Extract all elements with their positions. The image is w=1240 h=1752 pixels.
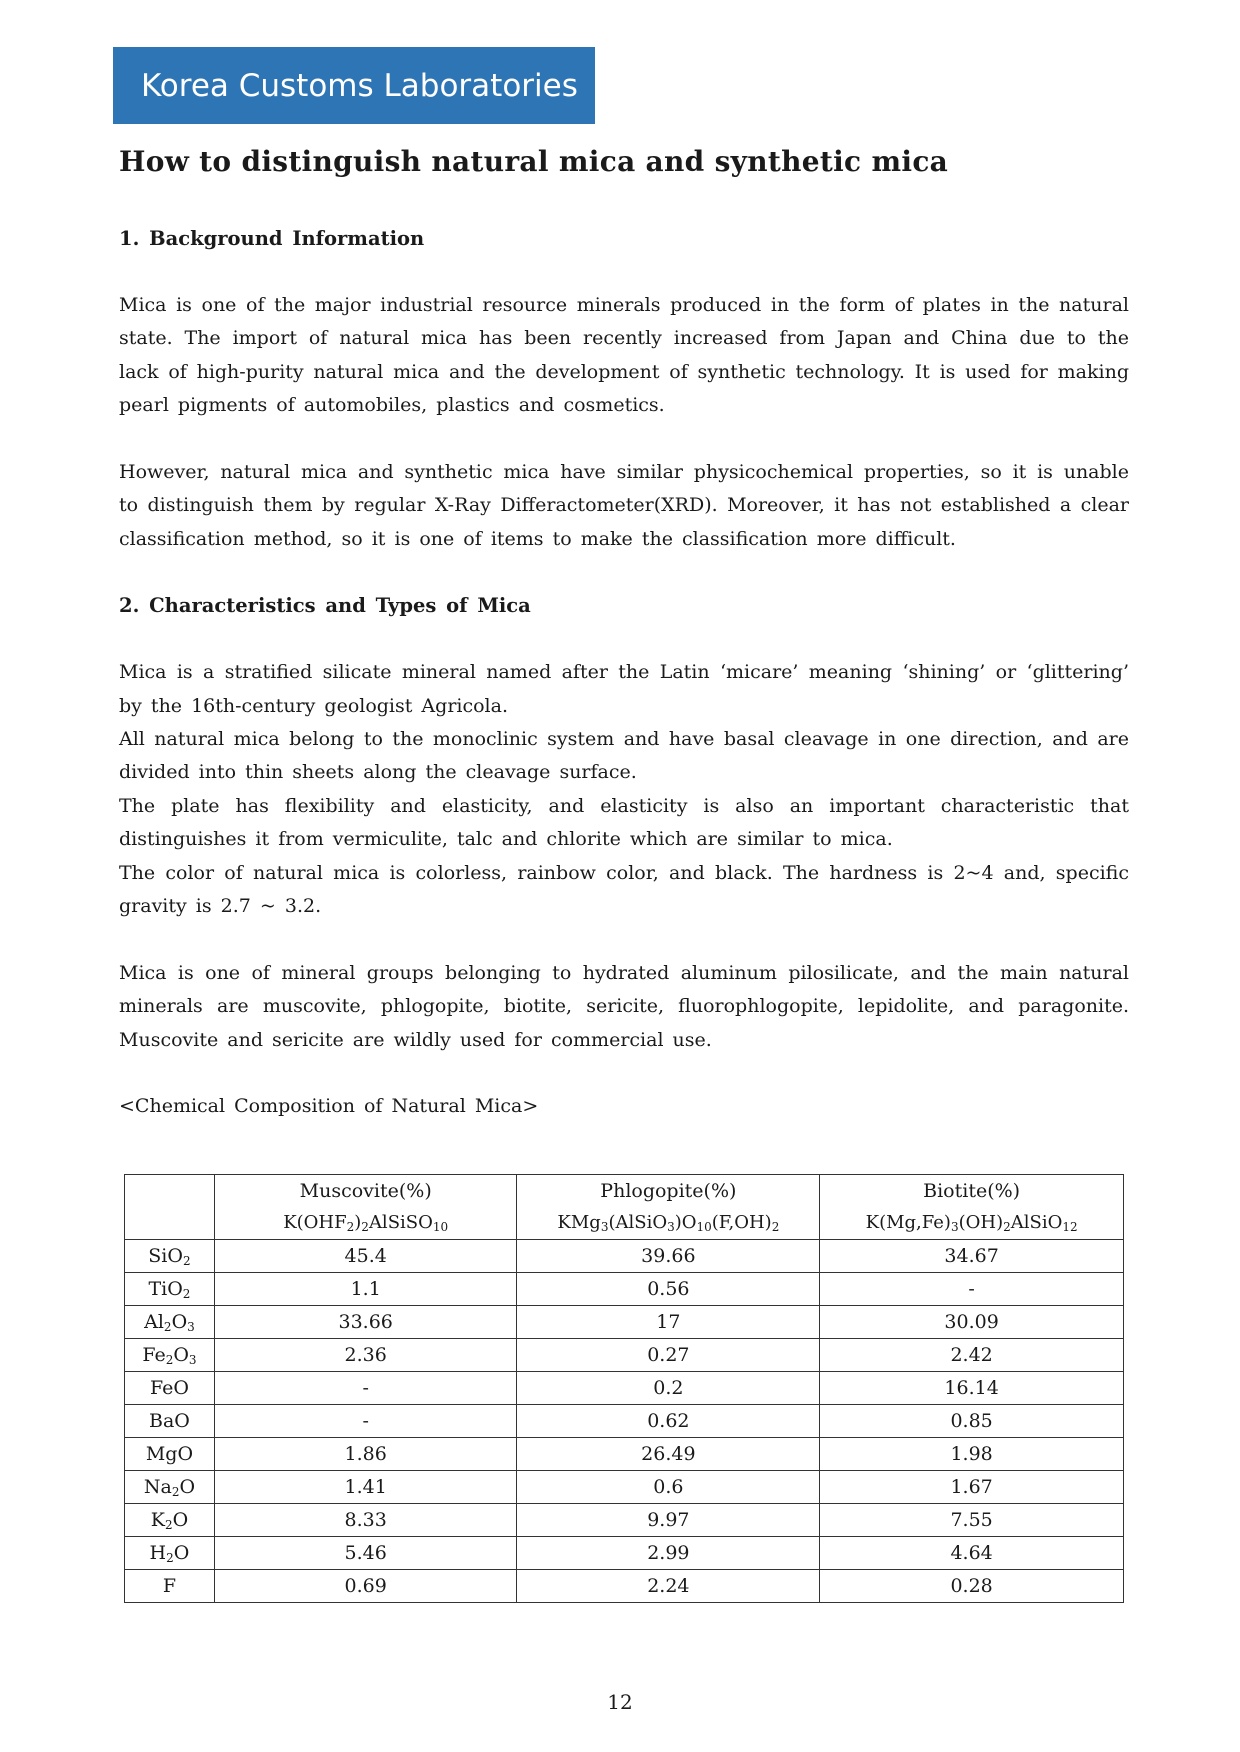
formula-text: )	[354, 1212, 362, 1233]
table-cell-value: 2.42	[820, 1339, 1124, 1372]
table-cell-value: 45.4	[214, 1240, 517, 1273]
table-row	[125, 1339, 1124, 1372]
row-label	[125, 1339, 215, 1372]
row-label	[125, 1240, 215, 1273]
table-cell-value: 1.1	[214, 1273, 517, 1306]
table-cell-value: 0.2	[517, 1372, 820, 1405]
formula-text: KMg	[557, 1212, 601, 1233]
table-row	[125, 1438, 1124, 1471]
table-cell-value: 0.85	[820, 1405, 1124, 1438]
formula-subscript: 2	[164, 1518, 173, 1532]
formula-subscript: 2	[1003, 1220, 1011, 1234]
table-row	[125, 1570, 1124, 1603]
document-body	[119, 222, 1129, 1124]
formula-text: TiO	[148, 1278, 183, 1300]
formula-text: O	[173, 1344, 189, 1366]
formula-subscript: 2	[182, 1254, 191, 1268]
table-cell-value: 34.67	[820, 1240, 1124, 1273]
row-label	[125, 1438, 215, 1471]
formula-text: K	[150, 1509, 165, 1531]
paragraph: However, natural mica and synthetic mica have similar physicochemical properties, so it is unable to distinguish them by regular X-Ray Differactometer(XRD). Moreover, it has not established a clear classification method, so it is one of items to make the classification more difficult.	[119, 460, 1129, 550]
table-cell-value: 5.46	[214, 1537, 517, 1570]
formula-text: BaO	[149, 1410, 190, 1432]
formula-text: AlSiSO	[368, 1212, 433, 1233]
table-cell-value: 0.69	[214, 1570, 517, 1603]
formula-subscript: 2	[163, 1320, 172, 1334]
section-heading: 1. Background Information	[119, 227, 425, 250]
row-label	[125, 1273, 215, 1306]
formula-subscript: 10	[696, 1220, 712, 1234]
formula-subscript: 3	[600, 1220, 609, 1234]
table-row	[125, 1372, 1124, 1405]
formula-text: K(OHF	[283, 1212, 347, 1233]
table-cell-value: 16.14	[820, 1372, 1124, 1405]
formula-text: SiO	[148, 1245, 183, 1267]
formula-subscript: 3	[188, 1353, 197, 1367]
table-cell-value: 1.86	[214, 1438, 517, 1471]
table-cell-value: -	[820, 1273, 1124, 1306]
table-header-row	[125, 1175, 1124, 1240]
table-cell-value: -	[214, 1372, 517, 1405]
table-cell-value: 0.56	[517, 1273, 820, 1306]
formula-text: (AlSiO	[608, 1212, 668, 1233]
formula-text: FeO	[149, 1377, 189, 1399]
table-caption: <Chemical Composition of Natural Mica>	[119, 1095, 539, 1118]
table-row	[125, 1273, 1124, 1306]
row-label	[125, 1405, 215, 1438]
row-label	[125, 1537, 215, 1570]
table-row	[125, 1504, 1124, 1537]
row-label	[125, 1372, 215, 1405]
formula-subscript: 3	[950, 1220, 959, 1234]
formula-subscript: 2	[165, 1353, 174, 1367]
table-cell-value: 9.97	[517, 1504, 820, 1537]
formula-subscript: 2	[346, 1220, 355, 1234]
formula-subscript: 2	[166, 1551, 174, 1565]
paragraph: Mica is one of mineral groups belonging to hydrated aluminum pilosilicate, and the main natural minerals are muscovite, phlogopite, biotite, sericite, fluorophlogopite, lepidolite, and paragonite. Muscovite and sericite are wildly used for commercial use.	[119, 961, 1129, 1051]
table-cell-value: 17	[517, 1306, 820, 1339]
table-cell-value: 1.41	[214, 1471, 517, 1504]
table-cell-value: 1.67	[820, 1471, 1124, 1504]
composition-table-body	[125, 1175, 1124, 1603]
table-cell-value: 33.66	[214, 1306, 517, 1339]
table-cell-value: 2.99	[517, 1537, 820, 1570]
table-cell-value: 0.28	[820, 1570, 1124, 1603]
table-cell-value: 39.66	[517, 1240, 820, 1273]
formula-text: O	[171, 1311, 188, 1333]
table-row	[125, 1306, 1124, 1339]
formula-text: O	[172, 1509, 189, 1531]
table-row	[125, 1405, 1124, 1438]
formula-text: )O	[674, 1212, 697, 1233]
formula-text: Na	[143, 1476, 172, 1498]
row-label	[125, 1306, 215, 1339]
formula-subscript: 2	[771, 1220, 780, 1234]
table-cell-value: 1.98	[820, 1438, 1124, 1471]
table-cell-value: 2.36	[214, 1339, 517, 1372]
table-cell-value: -	[214, 1405, 517, 1438]
column-formula	[215, 1207, 517, 1239]
paragraph: The color of natural mica is colorless, rainbow color, and black. The hardness is 2~4 and, specific gravity is 2.7 ~ 3.2.	[119, 861, 1129, 918]
document-title: How to distinguish natural mica and synthetic mica	[119, 145, 949, 178]
formula-text: Fe	[142, 1344, 166, 1366]
table-cell-value: 4.64	[820, 1537, 1124, 1570]
table-cell-value: 0.27	[517, 1339, 820, 1372]
formula-subscript: 3	[667, 1220, 675, 1234]
formula-text: AlSiO	[1010, 1212, 1063, 1233]
formula-text: F	[162, 1575, 177, 1597]
column-name: Biotite(%)	[923, 1180, 1021, 1202]
column-formula	[820, 1207, 1123, 1239]
column-name: Phlogopite(%)	[600, 1180, 737, 1202]
formula-text: (F,OH)	[711, 1212, 772, 1233]
table-corner-cell	[125, 1175, 215, 1240]
paragraph: All natural mica belong to the monoclinic system and have basal cleavage in one direction, and are divided into thin sheets along the cleavage surface.	[119, 728, 1129, 784]
page-number: 12	[607, 1690, 633, 1714]
composition-table	[124, 1174, 1124, 1603]
section-heading: 2. Characteristics and Types of Mica	[119, 594, 531, 618]
formula-text: H	[149, 1542, 167, 1564]
column-name: Muscovite(%)	[299, 1180, 432, 1202]
table-row	[125, 1471, 1124, 1504]
header-banner	[113, 47, 595, 124]
table-cell-value: 0.62	[517, 1405, 820, 1438]
banner-title: Korea Customs Laboratories	[141, 67, 578, 104]
table-cell-value: 30.09	[820, 1306, 1124, 1339]
formula-text: O	[173, 1542, 190, 1564]
formula-subscript: 10	[432, 1220, 449, 1234]
formula-text: (OH)	[958, 1212, 1004, 1233]
column-formula	[517, 1207, 819, 1239]
formula-subscript: 2	[171, 1485, 180, 1499]
row-label	[125, 1471, 215, 1504]
table-cell-value: 26.49	[517, 1438, 820, 1471]
formula-subscript: 2	[361, 1220, 369, 1234]
table-cell-value: 2.24	[517, 1570, 820, 1603]
formula-text: O	[179, 1476, 196, 1498]
formula-text: MgO	[145, 1443, 194, 1465]
table-cell-value: 0.6	[517, 1471, 820, 1504]
table-row	[125, 1240, 1124, 1273]
column-header	[517, 1175, 820, 1240]
table-cell-value: 7.55	[820, 1504, 1124, 1537]
formula-text: K(Mg,Fe)	[865, 1212, 951, 1233]
row-label	[125, 1570, 215, 1603]
formula-subscript: 12	[1062, 1220, 1078, 1234]
table-cell-value: 8.33	[214, 1504, 517, 1537]
table-row	[125, 1537, 1124, 1570]
column-header	[214, 1175, 517, 1240]
formula-subscript: 3	[187, 1320, 195, 1334]
paragraph: Mica is a stratified silicate mineral named after the Latin ‘micare’ meaning ‘shining’ or ‘glittering’ by the 16th-century geologist Agricola.	[119, 661, 1129, 717]
formula-subscript: 2	[182, 1287, 191, 1301]
formula-text: Al	[144, 1311, 164, 1333]
paragraph: Mica is one of the major industrial resource minerals produced in the form of plates in the natural state. The import of natural mica has been recently increased from Japan and China due to the lack of high-purity natural mica and the development of synthetic technology. It is used for making pearl pigments of automobiles, plastics and cosmetics.	[119, 293, 1129, 417]
paragraph: The plate has flexibility and elasticity, and elasticity is also an important characteristic that distinguishes it from vermiculite, talc and chlorite which are similar to mica.	[119, 794, 1129, 851]
row-label	[125, 1504, 215, 1537]
column-header	[820, 1175, 1124, 1240]
